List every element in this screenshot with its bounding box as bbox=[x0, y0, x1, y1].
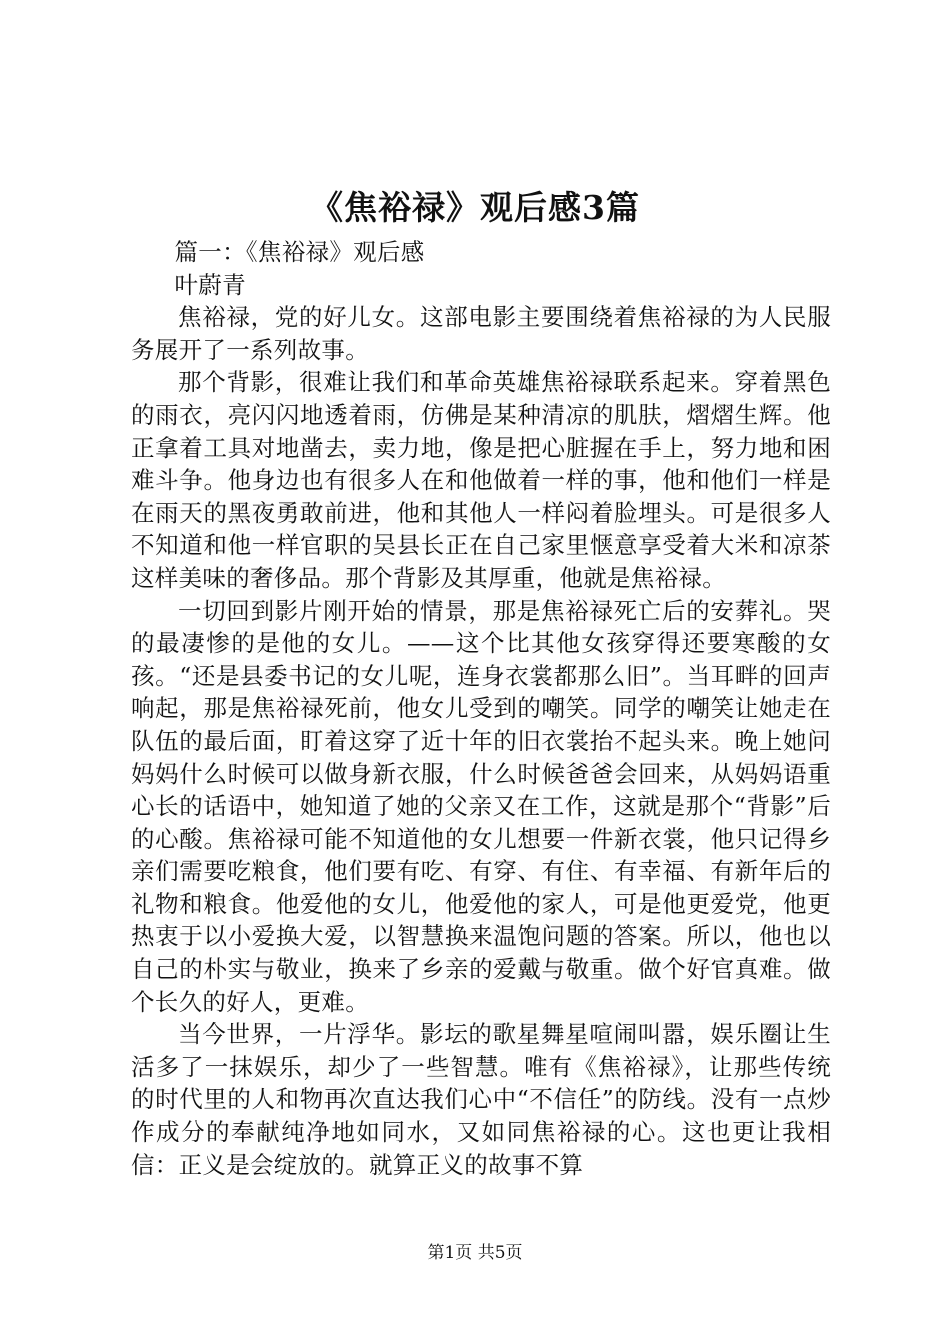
paragraph-4: 当今世界，一片浮华。影坛的歌星舞星喧闹叫嚣，娱乐圈让生活多了一抹娱乐，却少了一些智慧。唯有《焦裕禄》，让那些传统的时代里的人和物再次直达我们心中“不信任”的防线。没有一点炒作成分的奉献纯净地如同水，又如同焦裕禄的心。这也更让我相信：正义是会绽放的。就算正义的故事不算 bbox=[131, 1020, 831, 1179]
paragraph-2: 那个背影，很难让我们和革命英雄焦裕禄联系起来。穿着黑色的雨衣，亮闪闪地透着雨，仿佛是某种清凉的肌肤，熠熠生辉。他正拿着工具对地凿去，卖力地，像是把心脏握在手上，努力地和困难斗争。他身边也有很多人在和他做着一样的事，他和他们一样是在雨天的黑夜勇敢前进，他和其他人一样闷着脸埋头。可是很多人不知道和他一样官职的吴县长正在自己家里惬意享受着大米和凉茶这样美味的奢侈品。那个背影及其厚重，他就是焦裕禄。 bbox=[131, 368, 831, 592]
section-heading: 篇一：《焦裕禄》观后感 bbox=[174, 238, 425, 266]
document-title: 《焦裕禄》观后感3篇 bbox=[310, 188, 640, 227]
document-body bbox=[131, 236, 831, 1181]
author-name: 叶蔚青 bbox=[174, 270, 246, 299]
page-indicator: 第1页 共5页 bbox=[427, 1243, 523, 1263]
paragraph-1: 焦裕禄，党的好儿女。这部电影主要围绕着焦裕禄的为人民服务展开了一系列故事。 bbox=[131, 303, 831, 364]
paragraph-3: 一切回到影片刚开始的情景，那是焦裕禄死亡后的安葬礼。哭的最凄惨的是他的女儿。——这个比其他女孩穿得还要寒酸的女孩。“还是县委书记的女儿呢，连身衣裳都那么旧”。当耳畔的回声响起，那是焦裕禄死前，他女儿受到的嘲笑。同学的嘲笑让她走在队伍的最后面，盯着这穿了近十年的旧衣裳抬不起头来。晚上她问妈妈什么时候可以做身新衣服，什么时候爸爸会回来，从妈妈语重心长的话语中，她知道了她的父亲又在工作，这就是那个“背影”后的心酸。焦裕禄可能不知道他的女儿想要一件新衣裳，他只记得乡亲们需要吃粮食，他们要有吃、有穿、有住、有幸福、有新年后的礼物和粮食。他爱他的女儿，他爱他的家人，可是他更爱党，他更热衷于以小爱换大爱，以智慧换来温饱问题的答案。所以，他也以自己的朴实与敬业，换来了乡亲的爱戴与敬重。做个好官真难。做个长久的好人，更难。 bbox=[131, 596, 831, 1016]
